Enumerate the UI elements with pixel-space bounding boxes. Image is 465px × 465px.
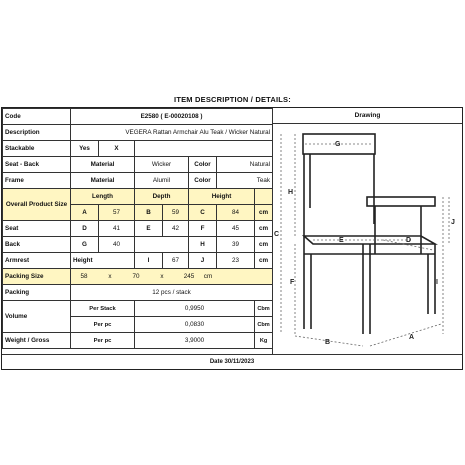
frame-color: Teak bbox=[217, 173, 273, 189]
weight-label: Weight / Gross bbox=[3, 333, 71, 349]
row-weight bbox=[3, 333, 273, 349]
stackable-yes: Yes bbox=[71, 141, 99, 157]
armrest-i-label: I bbox=[135, 253, 163, 269]
row-packing-size bbox=[3, 269, 273, 285]
packing-value: 12 pcs / stack bbox=[71, 285, 273, 301]
back-unit: cm bbox=[255, 237, 273, 253]
overall-c-value: 84 bbox=[217, 205, 255, 221]
row-code bbox=[3, 109, 273, 125]
stackable-mark: X bbox=[99, 141, 135, 157]
packing-size-x2: x bbox=[160, 273, 164, 280]
row-seat bbox=[3, 221, 273, 237]
drawing-header: Drawing bbox=[272, 108, 462, 124]
drawing-label-d: D bbox=[406, 237, 412, 244]
back-h-label: H bbox=[189, 237, 217, 253]
packing-size-value bbox=[71, 269, 273, 285]
stackable-empty bbox=[135, 141, 273, 157]
seat-back-color-label: Color bbox=[189, 157, 217, 173]
frame-material: Alumil bbox=[135, 173, 189, 189]
drawing-label-j: J bbox=[451, 219, 455, 226]
row-description bbox=[3, 125, 273, 141]
row-back bbox=[3, 237, 273, 253]
seat-back-label: Seat - Back bbox=[3, 157, 71, 173]
volume-per-stack-value: 0,9950 bbox=[135, 301, 255, 317]
date-footer: Date 30/11/2023 bbox=[2, 354, 462, 369]
code-value: E2580 ( E-00020108 ) bbox=[71, 109, 273, 125]
packing-size-height: 245 bbox=[183, 273, 195, 280]
back-h-value: 39 bbox=[217, 237, 255, 253]
seat-back-material-label: Material bbox=[71, 157, 135, 173]
back-label: Back bbox=[3, 237, 71, 253]
volume-per-pc-value: 0,0830 bbox=[135, 317, 255, 333]
armrest-unit: cm bbox=[255, 253, 273, 269]
drawing-label-i: I bbox=[436, 279, 438, 286]
packing-size-unit: cm bbox=[203, 273, 213, 280]
spec-sheet bbox=[1, 107, 463, 370]
frame-material-label: Material bbox=[71, 173, 135, 189]
weight-per-pc-label: Per pc bbox=[71, 333, 135, 349]
row-packing bbox=[3, 285, 273, 301]
drawing-label-g: G bbox=[335, 141, 341, 148]
row-stackable bbox=[3, 141, 273, 157]
armrest-i-value: 67 bbox=[163, 253, 189, 269]
volume-per-stack-unit: Cbm bbox=[255, 301, 273, 317]
armrest-label: Armrest bbox=[3, 253, 71, 269]
frame-label: Frame bbox=[3, 173, 71, 189]
packing-label: Packing bbox=[3, 285, 71, 301]
packing-size-width: 70 bbox=[132, 273, 140, 280]
seat-e-value: 42 bbox=[163, 221, 189, 237]
spec-table bbox=[2, 108, 273, 349]
row-frame bbox=[3, 173, 273, 189]
seat-d-value: 41 bbox=[99, 221, 135, 237]
volume-per-pc-label: Per pc bbox=[71, 317, 135, 333]
drawing-label-e: E bbox=[339, 237, 344, 244]
armrest-j-label: J bbox=[189, 253, 217, 269]
volume-per-pc-unit: Cbm bbox=[255, 317, 273, 333]
overall-b-value: 59 bbox=[163, 205, 189, 221]
overall-c-label: C bbox=[189, 205, 217, 221]
code-label: Code bbox=[3, 109, 71, 125]
row-seat-back bbox=[3, 157, 273, 173]
overall-size-label: Overall Product Size bbox=[3, 189, 71, 221]
drawing-label-b: B bbox=[325, 339, 331, 346]
description-label: Description bbox=[3, 125, 71, 141]
overall-b-label: B bbox=[135, 205, 163, 221]
overall-a-value: 57 bbox=[99, 205, 135, 221]
chair-drawing-svg bbox=[273, 124, 461, 352]
armrest-height-label: Height bbox=[71, 253, 135, 269]
depth-header: Depth bbox=[135, 189, 189, 205]
packing-size-x1: x bbox=[108, 273, 112, 280]
back-g-label: G bbox=[71, 237, 99, 253]
back-empty bbox=[135, 237, 189, 253]
row-volume-stack bbox=[3, 301, 273, 317]
seat-back-color: Natural bbox=[217, 157, 273, 173]
seat-e-label: E bbox=[135, 221, 163, 237]
overall-unit: cm bbox=[255, 205, 273, 221]
description-value: VEGERA Rattan Armchair Alu Teak / Wicker Natural bbox=[71, 125, 273, 141]
seat-label: Seat bbox=[3, 221, 71, 237]
weight-unit: Kg bbox=[255, 333, 273, 349]
drawing-label-h: H bbox=[288, 189, 294, 196]
drawing-label-f: F bbox=[290, 279, 295, 286]
drawing-label-a: A bbox=[409, 334, 415, 341]
dim-line-a bbox=[370, 324, 441, 346]
drawing-label-c: C bbox=[274, 231, 280, 238]
packing-size-length: 58 bbox=[80, 273, 88, 280]
overall-a-label: A bbox=[71, 205, 99, 221]
stackable-label: Stackable bbox=[3, 141, 71, 157]
height-header: Height bbox=[189, 189, 255, 205]
back-g-value: 40 bbox=[99, 237, 135, 253]
seat-d-label: D bbox=[71, 221, 99, 237]
packing-size-label: Packing Size bbox=[3, 269, 71, 285]
volume-per-stack-label: Per Stack bbox=[71, 301, 135, 317]
page-title: ITEM DESCRIPTION / DETAILS: bbox=[174, 95, 291, 104]
length-header: Length bbox=[71, 189, 135, 205]
volume-label: Volume bbox=[3, 301, 71, 333]
row-armrest bbox=[3, 253, 273, 269]
chair-drawing bbox=[272, 124, 462, 354]
chair-armrest bbox=[367, 197, 435, 206]
seat-unit: cm bbox=[255, 221, 273, 237]
weight-value: 3,9000 bbox=[135, 333, 255, 349]
armrest-j-value: 23 bbox=[217, 253, 255, 269]
seat-back-material: Wicker bbox=[135, 157, 189, 173]
row-size-header bbox=[3, 189, 273, 205]
seat-f-value: 45 bbox=[217, 221, 255, 237]
seat-f-label: F bbox=[189, 221, 217, 237]
frame-color-label: Color bbox=[189, 173, 217, 189]
height-header-unit bbox=[255, 189, 273, 205]
